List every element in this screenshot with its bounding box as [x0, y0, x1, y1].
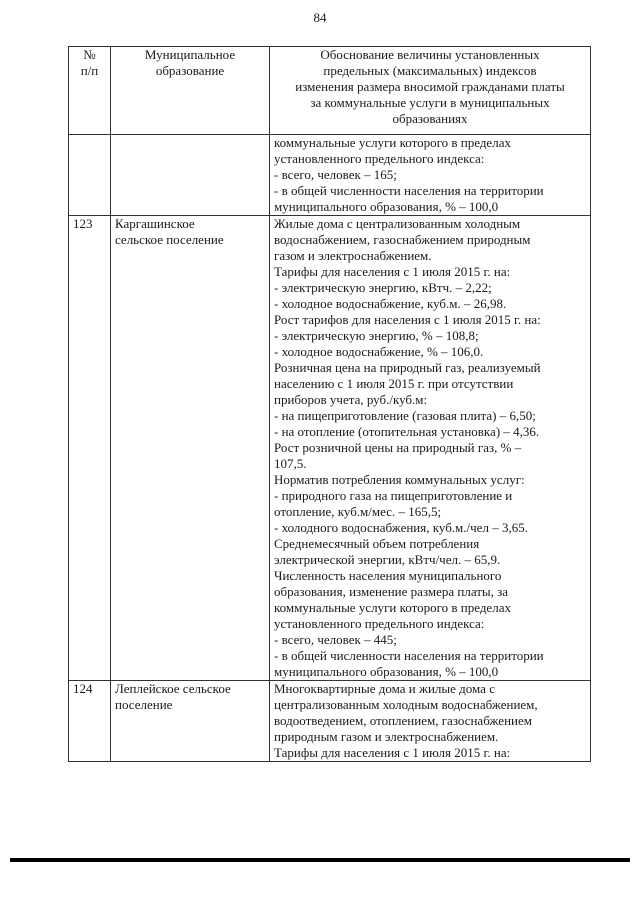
- justification-line: Жилые дома с централизованным холодным: [274, 216, 521, 231]
- table-row: [69, 135, 591, 216]
- justification-line: водоотведением, отоплением, газоснабжением: [274, 713, 532, 728]
- header-line: предельных (максимальных) индексов: [323, 63, 537, 78]
- row-number: [69, 135, 111, 216]
- justification-line: отопление, куб.м/мес. – 165,5;: [274, 504, 442, 519]
- justification-line: - электрическую энергию, кВтч. – 2,22;: [274, 280, 492, 295]
- justification-line: 107,5.: [274, 456, 307, 471]
- header-line: п/п: [80, 63, 99, 78]
- justification-line: установленного предельного индекса:: [274, 151, 485, 166]
- justification-line: Численность населения муниципального: [274, 568, 502, 583]
- header-line: Муниципальное: [144, 47, 236, 62]
- justification-line: коммунальные услуги которого в пределах: [274, 600, 511, 615]
- header-line: за коммунальные услуги в муниципальных: [310, 95, 550, 110]
- justification-line: - на отопление (отопительная установка) – 4,36.: [274, 424, 540, 439]
- justification-line: Рост розничной цены на природный газ, % –: [274, 440, 522, 455]
- bottom-rule: [10, 858, 630, 862]
- justification-line: - холодное водоснабжение, % – 106,0.: [274, 344, 484, 359]
- page-number: 84: [313, 10, 327, 25]
- table-header-row: [69, 47, 591, 135]
- justification-line: - в общей численности населения на территории: [274, 648, 544, 663]
- justification-line: газом и электроснабжением.: [274, 248, 432, 263]
- justification-line: Рост тарифов для населения с 1 июля 2015 г. на:: [274, 312, 541, 327]
- row-number: 123: [69, 216, 111, 681]
- header-line: №: [83, 47, 96, 62]
- justification-line: электрической энергии, кВтч/чел. – 65,9.: [274, 552, 501, 567]
- justification-line: Розничная цена на природный газ, реализуемый: [274, 360, 541, 375]
- justification-line: приборов учета, руб./куб.м:: [274, 392, 428, 407]
- justification-line: - на пищеприготовление (газовая плита) – 6,50;: [274, 408, 536, 423]
- justification-line: муниципального образования, % – 100,0: [274, 664, 499, 679]
- municipality-line: Каргашинское: [115, 216, 195, 231]
- justification-line: Тарифы для населения с 1 июля 2015 г. на:: [274, 264, 511, 279]
- table-row: [69, 681, 591, 762]
- justification-cell: [270, 681, 591, 762]
- justification-line: установленного предельного индекса:: [274, 616, 485, 631]
- header-line: образованиях: [392, 111, 468, 126]
- municipality-cell: [111, 216, 270, 681]
- municipality-cell: [111, 135, 270, 216]
- header-justification: [270, 47, 591, 135]
- justification-cell: [270, 135, 591, 216]
- justification-line: населению с 1 июля 2015 г. при отсутствии: [274, 376, 514, 391]
- justification-line: Многоквартирные дома и жилые дома с: [274, 681, 495, 696]
- justification-line: - холодное водоснабжение, куб.м. – 26,98.: [274, 296, 507, 311]
- justification-line: - всего, человек – 445;: [274, 632, 397, 647]
- justification-line: - электрическую энергию, % – 108,8;: [274, 328, 479, 343]
- row-number: 124: [69, 681, 111, 762]
- justification-line: централизованным холодным водоснабжением,: [274, 697, 538, 712]
- justification-line: - в общей численности населения на территории: [274, 183, 544, 198]
- table-row: [69, 216, 591, 681]
- header-line: Обоснование величины установленных: [320, 47, 540, 62]
- justification-line: образования, изменение размера платы, за: [274, 584, 509, 599]
- municipality-line: сельское поселение: [115, 232, 224, 247]
- header-line: образование: [155, 63, 225, 78]
- justification-line: Норматив потребления коммунальных услуг:: [274, 472, 525, 487]
- tariff-table: [68, 46, 591, 762]
- justification-line: Тарифы для населения с 1 июля 2015 г. на:: [274, 745, 511, 760]
- header-municipality: [111, 47, 270, 135]
- municipality-line: поселение: [115, 697, 173, 712]
- justification-line: - природного газа на пищеприготовление и: [274, 488, 513, 503]
- justification-line: водоснабжением, газоснабжением природным: [274, 232, 531, 247]
- justification-line: Среднемесячный объем потребления: [274, 536, 480, 551]
- municipality-cell: [111, 681, 270, 762]
- justification-line: - всего, человек – 165;: [274, 167, 397, 182]
- header-number: [69, 47, 111, 135]
- justification-line: природным газом и электроснабжением.: [274, 729, 499, 744]
- municipality-line: Леплейское сельское: [115, 681, 231, 696]
- justification-line: - холодного водоснабжения, куб.м./чел – 3,65.: [274, 520, 528, 535]
- header-line: изменения размера вносимой гражданами платы: [295, 79, 565, 94]
- justification-line: коммунальные услуги которого в пределах: [274, 135, 511, 150]
- justification-cell: [270, 216, 591, 681]
- justification-line: муниципального образования, % – 100,0: [274, 199, 499, 214]
- table-body: [69, 135, 591, 762]
